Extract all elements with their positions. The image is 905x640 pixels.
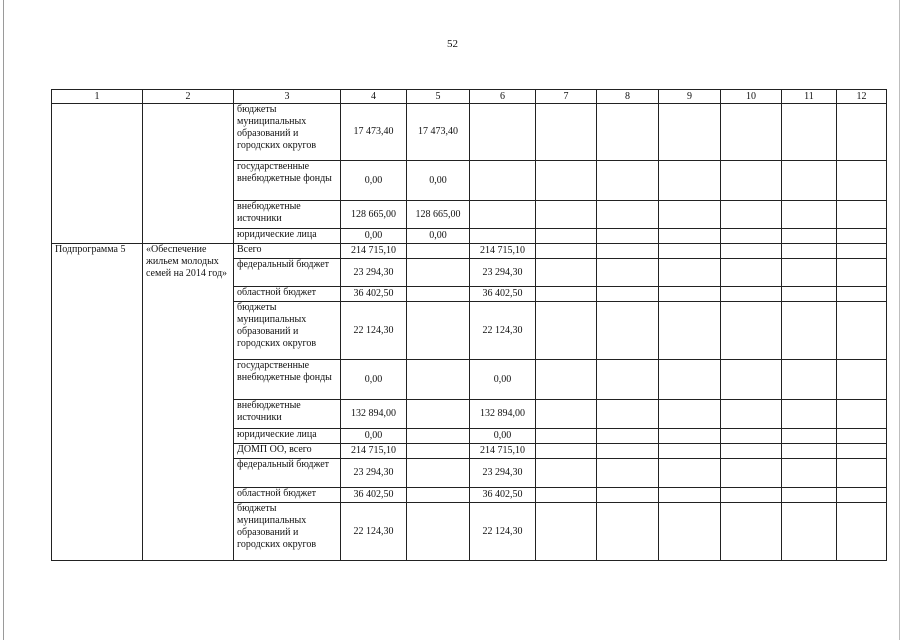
empty-cell [597,244,659,259]
funding-source-cell: бюджеты муниципальных образований и городских округов [234,104,341,161]
amount-cell [407,244,470,259]
amount-cell: 36 402,50 [341,488,407,503]
empty-cell [782,302,837,360]
empty-cell [536,287,597,302]
amount-cell [407,488,470,503]
header-cell: 12 [837,90,887,104]
header-cell: 10 [721,90,782,104]
funding-source-cell: Всего [234,244,341,259]
amount-cell: 0,00 [470,429,536,444]
funding-source-cell: ДОМП ОО, всего [234,444,341,459]
empty-cell [837,287,887,302]
subprogram-name: «Обеспечение жильем молодых семей на 2014 год» [143,244,234,561]
header-cell: 9 [659,90,721,104]
empty-cell [536,161,597,201]
empty-cell [659,259,721,287]
empty-cell [837,259,887,287]
empty-cell [837,459,887,488]
amount-cell: 0,00 [407,229,470,244]
empty-cell [837,503,887,561]
funding-source-cell: федеральный бюджет [234,459,341,488]
empty-cell [782,244,837,259]
header-cell: 6 [470,90,536,104]
empty-cell [536,459,597,488]
amount-cell: 17 473,40 [407,104,470,161]
empty-cell [782,400,837,429]
empty-cell [837,302,887,360]
amount-cell [470,104,536,161]
empty-cell [597,360,659,400]
table-row [52,244,887,259]
empty-cell [536,503,597,561]
empty-cell [837,488,887,503]
empty-cell [536,488,597,503]
empty-cell [721,503,782,561]
funding-source-cell: федеральный бюджет [234,259,341,287]
empty-cell [721,287,782,302]
empty-cell [659,229,721,244]
empty-cell [597,488,659,503]
amount-cell: 214 715,10 [341,444,407,459]
empty-cell [536,302,597,360]
amount-cell: 23 294,30 [341,459,407,488]
empty-cell [837,429,887,444]
amount-cell: 214 715,10 [470,444,536,459]
empty-cell [597,201,659,229]
empty-cell [782,287,837,302]
empty-cell [597,503,659,561]
empty-cell [536,360,597,400]
empty-cell [837,104,887,161]
empty-cell [721,400,782,429]
empty-cell [597,444,659,459]
amount-cell: 0,00 [341,161,407,201]
empty-cell [837,360,887,400]
empty-cell [143,104,234,244]
empty-cell [659,360,721,400]
funding-source-cell: государственные внебюджетные фонды [234,161,341,201]
empty-cell [52,104,143,244]
budget-table [51,89,887,561]
amount-cell [407,259,470,287]
page-number: 52 [447,38,458,50]
amount-cell: 22 124,30 [341,302,407,360]
empty-cell [659,287,721,302]
empty-cell [597,302,659,360]
header-cell: 11 [782,90,837,104]
empty-cell [659,104,721,161]
empty-cell [536,201,597,229]
amount-cell: 132 894,00 [470,400,536,429]
empty-cell [536,229,597,244]
empty-cell [721,488,782,503]
amount-cell: 36 402,50 [470,287,536,302]
empty-cell [659,444,721,459]
empty-cell [782,201,837,229]
empty-cell [536,400,597,429]
empty-cell [597,229,659,244]
empty-cell [597,429,659,444]
empty-cell [659,488,721,503]
amount-cell: 36 402,50 [470,488,536,503]
scan-edge-right [899,0,900,640]
amount-cell: 0,00 [470,360,536,400]
empty-cell [782,459,837,488]
empty-cell [721,302,782,360]
scan-edge-left [3,0,4,640]
empty-cell [837,444,887,459]
header-cell: 4 [341,90,407,104]
empty-cell [536,259,597,287]
amount-cell: 0,00 [341,229,407,244]
empty-cell [659,429,721,444]
empty-cell [721,360,782,400]
empty-cell [721,459,782,488]
amount-cell [470,201,536,229]
empty-cell [659,459,721,488]
amount-cell [407,302,470,360]
amount-cell: 214 715,10 [341,244,407,259]
amount-cell: 23 294,30 [341,259,407,287]
amount-cell: 23 294,30 [470,459,536,488]
empty-cell [782,229,837,244]
amount-cell: 23 294,30 [470,259,536,287]
empty-cell [536,244,597,259]
amount-cell: 128 665,00 [407,201,470,229]
empty-cell [659,503,721,561]
empty-cell [721,444,782,459]
amount-cell [407,360,470,400]
header-cell: 3 [234,90,341,104]
amount-cell [470,229,536,244]
empty-cell [659,244,721,259]
empty-cell [837,229,887,244]
empty-cell [659,400,721,429]
header-cell: 1 [52,90,143,104]
empty-cell [721,201,782,229]
empty-cell [837,244,887,259]
amount-cell: 0,00 [407,161,470,201]
empty-cell [597,104,659,161]
empty-cell [837,201,887,229]
amount-cell [407,429,470,444]
amount-cell [407,459,470,488]
empty-cell [782,161,837,201]
funding-source-cell: областной бюджет [234,287,341,302]
amount-cell: 214 715,10 [470,244,536,259]
header-cell: 5 [407,90,470,104]
amount-cell: 22 124,30 [470,302,536,360]
header-cell: 7 [536,90,597,104]
empty-cell [721,259,782,287]
empty-cell [659,302,721,360]
funding-source-cell: юридические лица [234,429,341,444]
header-cell: 2 [143,90,234,104]
amount-cell: 0,00 [341,429,407,444]
funding-source-cell: внебюджетные источники [234,201,341,229]
empty-cell [536,104,597,161]
amount-cell [407,400,470,429]
amount-cell: 0,00 [341,360,407,400]
funding-source-cell: областной бюджет [234,488,341,503]
empty-cell [782,104,837,161]
funding-source-cell: государственные внебюджетные фонды [234,360,341,400]
amount-cell [407,444,470,459]
amount-cell: 36 402,50 [341,287,407,302]
empty-cell [659,161,721,201]
amount-cell [407,287,470,302]
empty-cell [536,429,597,444]
empty-cell [659,201,721,229]
subprogram-code: Подпрограмма 5 [52,244,143,561]
empty-cell [536,444,597,459]
empty-cell [597,259,659,287]
empty-cell [837,161,887,201]
empty-cell [782,444,837,459]
empty-cell [782,503,837,561]
empty-cell [721,429,782,444]
funding-source-cell: внебюджетные источники [234,400,341,429]
empty-cell [782,360,837,400]
empty-cell [597,161,659,201]
table-row [52,104,887,161]
amount-cell: 128 665,00 [341,201,407,229]
empty-cell [837,400,887,429]
empty-cell [782,429,837,444]
empty-cell [721,229,782,244]
empty-cell [597,400,659,429]
header-cell: 8 [597,90,659,104]
empty-cell [721,104,782,161]
empty-cell [597,287,659,302]
amount-cell: 17 473,40 [341,104,407,161]
amount-cell [470,161,536,201]
empty-cell [782,488,837,503]
amount-cell [407,503,470,561]
header-row [52,90,887,104]
empty-cell [721,244,782,259]
empty-cell [782,259,837,287]
funding-source-cell: бюджеты муниципальных образований и городских округов [234,503,341,561]
amount-cell: 22 124,30 [341,503,407,561]
empty-cell [597,459,659,488]
amount-cell: 132 894,00 [341,400,407,429]
funding-source-cell: бюджеты муниципальных образований и городских округов [234,302,341,360]
funding-source-cell: юридические лица [234,229,341,244]
empty-cell [721,161,782,201]
amount-cell: 22 124,30 [470,503,536,561]
